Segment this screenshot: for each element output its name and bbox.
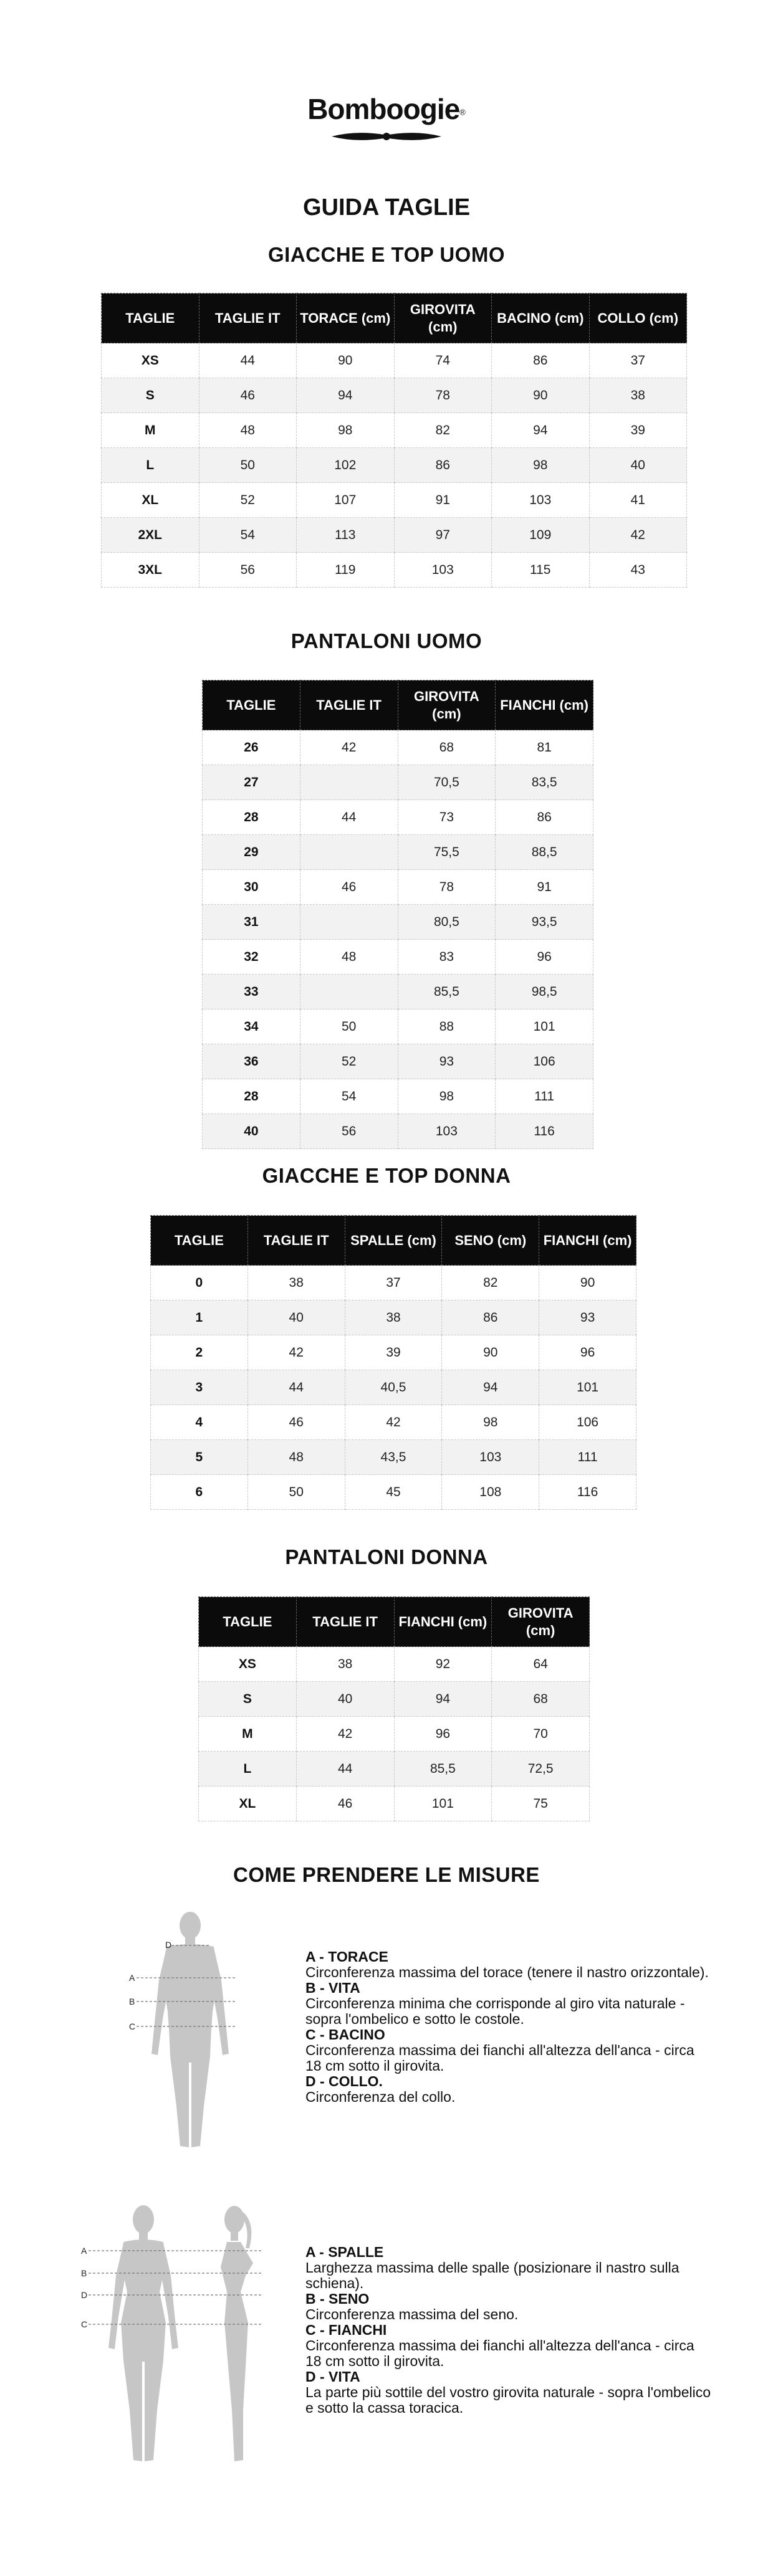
size-table-giacche-donna	[150, 1215, 636, 1510]
table-row	[199, 1682, 590, 1717]
size-cell: 5	[151, 1440, 248, 1475]
value-cell: 101	[496, 1009, 593, 1044]
value-cell: 90	[539, 1266, 636, 1300]
man-label-b: B	[129, 1996, 135, 2006]
value-cell: 94	[442, 1370, 539, 1405]
table-row	[203, 1044, 593, 1079]
table-row	[203, 800, 593, 835]
value-cell: 91	[496, 870, 593, 905]
value-cell: 40	[296, 1682, 394, 1717]
table-row	[203, 1114, 593, 1149]
size-cell: M	[102, 413, 199, 448]
value-cell: 83,5	[496, 765, 593, 800]
value-cell: 106	[539, 1405, 636, 1440]
value-cell: 86	[496, 800, 593, 835]
value-cell: 111	[539, 1440, 636, 1475]
woman-item-key-fianchi: C - FIANCHI	[305, 2322, 387, 2338]
value-cell: 42	[300, 730, 398, 765]
value-cell: 85,5	[394, 1752, 492, 1787]
value-cell: 90	[442, 1335, 539, 1370]
value-cell: 82	[442, 1266, 539, 1300]
table-row	[151, 1440, 636, 1475]
table-row	[102, 378, 687, 413]
table-row	[151, 1300, 636, 1335]
value-cell: 50	[300, 1009, 398, 1044]
size-cell: L	[199, 1752, 297, 1787]
man-item-key-collo: D - COLLO.	[305, 2073, 383, 2089]
value-cell: 93,5	[496, 905, 593, 940]
page-title: GUIDA TAGLIE	[302, 194, 471, 221]
woman-item-key-vita: D - VITA	[305, 2368, 360, 2385]
value-cell: 94	[394, 1682, 492, 1717]
size-cell: 31	[203, 905, 300, 940]
column-header: TAGLIE IT	[296, 1597, 394, 1647]
table-row	[102, 448, 687, 483]
value-cell: 90	[297, 343, 395, 378]
value-cell: 54	[199, 518, 297, 553]
value-cell: 119	[297, 553, 395, 588]
table-row	[151, 1405, 636, 1440]
man-measure-list	[305, 1949, 711, 2105]
brand-symbol: ®	[459, 107, 466, 117]
value-cell: 72,5	[492, 1752, 590, 1787]
value-cell	[300, 975, 398, 1009]
value-cell: 109	[492, 518, 590, 553]
value-cell: 75,5	[398, 835, 496, 870]
woman-item-text-seno: Circonferenza massima del seno.	[305, 2306, 519, 2322]
size-table-giacche-uomo	[101, 293, 687, 588]
size-cell: 28	[203, 800, 300, 835]
section-title-giacche-donna: GIACCHE E TOP DONNA	[262, 1164, 511, 1187]
value-cell: 98,5	[496, 975, 593, 1009]
size-cell: 27	[203, 765, 300, 800]
value-cell: 40,5	[345, 1370, 442, 1405]
table-row	[203, 1079, 593, 1114]
value-cell: 41	[589, 483, 687, 518]
value-cell: 107	[297, 483, 395, 518]
value-cell: 96	[394, 1717, 492, 1752]
size-cell: XL	[102, 483, 199, 518]
size-cell: 33	[203, 975, 300, 1009]
value-cell: 98	[492, 448, 590, 483]
column-header: SPALLE (cm)	[345, 1216, 442, 1266]
value-cell: 94	[297, 378, 395, 413]
table-row	[102, 518, 687, 553]
value-cell: 43,5	[345, 1440, 442, 1475]
value-cell: 46	[300, 870, 398, 905]
value-cell: 43	[589, 553, 687, 588]
column-header: BACINO (cm)	[492, 293, 590, 343]
value-cell: 70	[492, 1717, 590, 1752]
table-row	[199, 1717, 590, 1752]
value-cell	[300, 765, 398, 800]
value-cell	[300, 835, 398, 870]
woman-item-text-spalle: Larghezza massima delle spalle (posizionare il nastro sulla schiena).	[305, 2259, 679, 2291]
propeller-icon	[330, 130, 443, 143]
value-cell: 40	[589, 448, 687, 483]
value-cell: 38	[247, 1266, 345, 1300]
column-header: TAGLIE IT	[199, 293, 297, 343]
value-cell: 75	[492, 1787, 590, 1821]
value-cell: 98	[442, 1405, 539, 1440]
value-cell: 54	[300, 1079, 398, 1114]
man-label-a: A	[129, 1973, 135, 1983]
value-cell: 108	[442, 1475, 539, 1510]
value-cell: 93	[398, 1044, 496, 1079]
column-header: FIANCHI (cm)	[539, 1216, 636, 1266]
brand-logo	[0, 92, 773, 143]
value-cell: 44	[296, 1752, 394, 1787]
table-row	[102, 413, 687, 448]
column-header: TAGLIE	[151, 1216, 248, 1266]
value-cell: 46	[247, 1405, 345, 1440]
column-header: TAGLIE IT	[300, 680, 398, 730]
woman-item-text-vita: La parte più sottile del vostro girovita naturale - sopra l'ombelico e sotto la cassa toracica.	[305, 2384, 711, 2416]
value-cell: 88,5	[496, 835, 593, 870]
value-cell: 101	[394, 1787, 492, 1821]
table-header-row	[199, 1597, 590, 1647]
value-cell: 73	[398, 800, 496, 835]
size-cell: 2	[151, 1335, 248, 1370]
table-row	[203, 765, 593, 800]
value-cell: 115	[492, 553, 590, 588]
value-cell: 113	[297, 518, 395, 553]
value-cell: 42	[589, 518, 687, 553]
table-row	[203, 940, 593, 975]
size-cell: S	[102, 378, 199, 413]
value-cell: 116	[539, 1475, 636, 1510]
column-header: FIANCHI (cm)	[496, 680, 593, 730]
value-cell: 106	[496, 1044, 593, 1079]
value-cell: 37	[589, 343, 687, 378]
value-cell: 68	[398, 730, 496, 765]
man-item-key-vita: B - VITA	[305, 1980, 360, 1996]
table-row	[199, 1787, 590, 1821]
value-cell: 48	[247, 1440, 345, 1475]
size-cell: 40	[203, 1114, 300, 1149]
table-row	[102, 483, 687, 518]
size-cell: M	[199, 1717, 297, 1752]
value-cell: 88	[398, 1009, 496, 1044]
table-row	[203, 975, 593, 1009]
woman-item-text-fianchi: Circonferenza massima dei fianchi all'altezza dell'anca - circa 18 cm sotto il girovita.	[305, 2337, 694, 2369]
value-cell: 56	[300, 1114, 398, 1149]
value-cell: 94	[492, 413, 590, 448]
value-cell: 96	[539, 1335, 636, 1370]
table-row	[203, 730, 593, 765]
size-cell: 2XL	[102, 518, 199, 553]
size-cell: 36	[203, 1044, 300, 1079]
size-cell: 4	[151, 1405, 248, 1440]
size-cell: XL	[199, 1787, 297, 1821]
column-header: TAGLIE	[102, 293, 199, 343]
size-cell: 34	[203, 1009, 300, 1044]
value-cell: 45	[345, 1475, 442, 1510]
value-cell: 82	[394, 413, 492, 448]
man-item-text-vita: Circonferenza minima che corrisponde al giro vita naturale - sopra l'ombelico e sotto le costole.	[305, 1995, 685, 2027]
value-cell: 68	[492, 1682, 590, 1717]
value-cell: 98	[297, 413, 395, 448]
value-cell: 48	[300, 940, 398, 975]
woman-measure-list	[305, 2244, 711, 2416]
woman-label-d: D	[81, 2290, 88, 2300]
column-header: FIANCHI (cm)	[394, 1597, 492, 1647]
value-cell: 103	[492, 483, 590, 518]
woman-label-c: C	[81, 2319, 88, 2329]
table-row	[203, 1009, 593, 1044]
table-header-row	[151, 1216, 636, 1266]
value-cell: 86	[394, 448, 492, 483]
woman-silhouette-icon	[80, 2198, 273, 2473]
column-header: GIROVITA (cm)	[492, 1597, 590, 1647]
section-title-misure: COME PRENDERE LE MISURE	[233, 1863, 540, 1886]
size-cell: 29	[203, 835, 300, 870]
man-item-key-torace: A - TORACE	[305, 1949, 388, 1965]
value-cell: 97	[394, 518, 492, 553]
value-cell: 37	[345, 1266, 442, 1300]
value-cell: 103	[394, 553, 492, 588]
table-row	[151, 1266, 636, 1300]
man-item-text-bacino: Circonferenza massima dei fianchi all'altezza dell'anca - circa 18 cm sotto il girovita.	[305, 2042, 694, 2074]
value-cell: 46	[199, 378, 297, 413]
value-cell: 38	[296, 1647, 394, 1682]
table-row	[199, 1647, 590, 1682]
value-cell: 39	[589, 413, 687, 448]
size-table-pantaloni-donna	[198, 1596, 590, 1821]
size-cell: 30	[203, 870, 300, 905]
table-row	[203, 905, 593, 940]
size-cell: 26	[203, 730, 300, 765]
man-item-text-collo: Circonferenza del collo.	[305, 2089, 456, 2105]
value-cell: 86	[442, 1300, 539, 1335]
section-title-pantaloni-uomo: PANTALONI UOMO	[290, 629, 483, 652]
table-row	[151, 1370, 636, 1405]
column-header: TAGLIE IT	[247, 1216, 345, 1266]
section-title-pantaloni-donna: PANTALONI DONNA	[285, 1545, 488, 1568]
size-cell: 6	[151, 1475, 248, 1510]
value-cell: 74	[394, 343, 492, 378]
column-header: TORACE (cm)	[297, 293, 395, 343]
size-cell: 28	[203, 1079, 300, 1114]
size-cell: 3XL	[102, 553, 199, 588]
value-cell: 52	[300, 1044, 398, 1079]
value-cell: 44	[300, 800, 398, 835]
value-cell	[300, 905, 398, 940]
size-cell: S	[199, 1682, 297, 1717]
size-cell: XS	[102, 343, 199, 378]
value-cell: 78	[398, 870, 496, 905]
woman-label-a: A	[81, 2246, 87, 2256]
value-cell: 93	[539, 1300, 636, 1335]
section-title-giacche-uomo: GIACCHE E TOP UOMO	[268, 243, 505, 266]
value-cell: 39	[345, 1335, 442, 1370]
value-cell: 90	[492, 378, 590, 413]
value-cell: 48	[199, 413, 297, 448]
value-cell: 42	[296, 1717, 394, 1752]
table-row	[199, 1752, 590, 1787]
column-header: COLLO (cm)	[589, 293, 687, 343]
value-cell: 83	[398, 940, 496, 975]
table-row	[102, 343, 687, 378]
value-cell: 56	[199, 553, 297, 588]
value-cell: 91	[394, 483, 492, 518]
table-row	[102, 553, 687, 588]
value-cell: 98	[398, 1079, 496, 1114]
size-cell: 1	[151, 1300, 248, 1335]
value-cell: 101	[539, 1370, 636, 1405]
value-cell: 103	[398, 1114, 496, 1149]
man-item-key-bacino: C - BACINO	[305, 2026, 385, 2043]
table-row	[151, 1475, 636, 1510]
size-cell: 0	[151, 1266, 248, 1300]
value-cell: 80,5	[398, 905, 496, 940]
value-cell: 52	[199, 483, 297, 518]
size-cell: XS	[199, 1647, 297, 1682]
column-header: GIROVITA (cm)	[398, 680, 496, 730]
value-cell: 70,5	[398, 765, 496, 800]
value-cell: 86	[492, 343, 590, 378]
value-cell: 116	[496, 1114, 593, 1149]
size-cell: 3	[151, 1370, 248, 1405]
column-header: TAGLIE	[199, 1597, 297, 1647]
man-label-d: D	[165, 1940, 172, 1950]
table-header-row	[203, 680, 593, 730]
value-cell: 64	[492, 1647, 590, 1682]
value-cell: 78	[394, 378, 492, 413]
table-row	[203, 870, 593, 905]
value-cell: 96	[496, 940, 593, 975]
column-header: SENO (cm)	[442, 1216, 539, 1266]
size-table-pantaloni-uomo	[202, 680, 593, 1149]
value-cell: 38	[345, 1300, 442, 1335]
table-row	[203, 835, 593, 870]
column-header: GIROVITA (cm)	[394, 293, 492, 343]
man-silhouette-icon	[128, 1907, 240, 2156]
table-row	[151, 1335, 636, 1370]
value-cell: 44	[199, 343, 297, 378]
man-label-c: C	[129, 2021, 136, 2031]
value-cell: 40	[247, 1300, 345, 1335]
value-cell: 102	[297, 448, 395, 483]
value-cell: 111	[496, 1079, 593, 1114]
value-cell: 85,5	[398, 975, 496, 1009]
value-cell: 44	[247, 1370, 345, 1405]
woman-item-key-seno: B - SENO	[305, 2291, 370, 2307]
table-header-row	[102, 293, 687, 343]
size-cell: L	[102, 448, 199, 483]
value-cell: 38	[589, 378, 687, 413]
value-cell: 42	[247, 1335, 345, 1370]
column-header: TAGLIE	[203, 680, 300, 730]
value-cell: 92	[394, 1647, 492, 1682]
value-cell: 50	[247, 1475, 345, 1510]
brand-name: Bomboogie	[307, 93, 460, 125]
value-cell: 81	[496, 730, 593, 765]
value-cell: 50	[199, 448, 297, 483]
size-cell: 32	[203, 940, 300, 975]
man-item-text-torace: Circonferenza massima del torace (tenere il nastro orizzontale).	[305, 1964, 709, 1980]
woman-label-b: B	[81, 2268, 87, 2278]
value-cell: 46	[296, 1787, 394, 1821]
value-cell: 103	[442, 1440, 539, 1475]
value-cell: 42	[345, 1405, 442, 1440]
woman-item-key-spalle: A - SPALLE	[305, 2244, 384, 2260]
